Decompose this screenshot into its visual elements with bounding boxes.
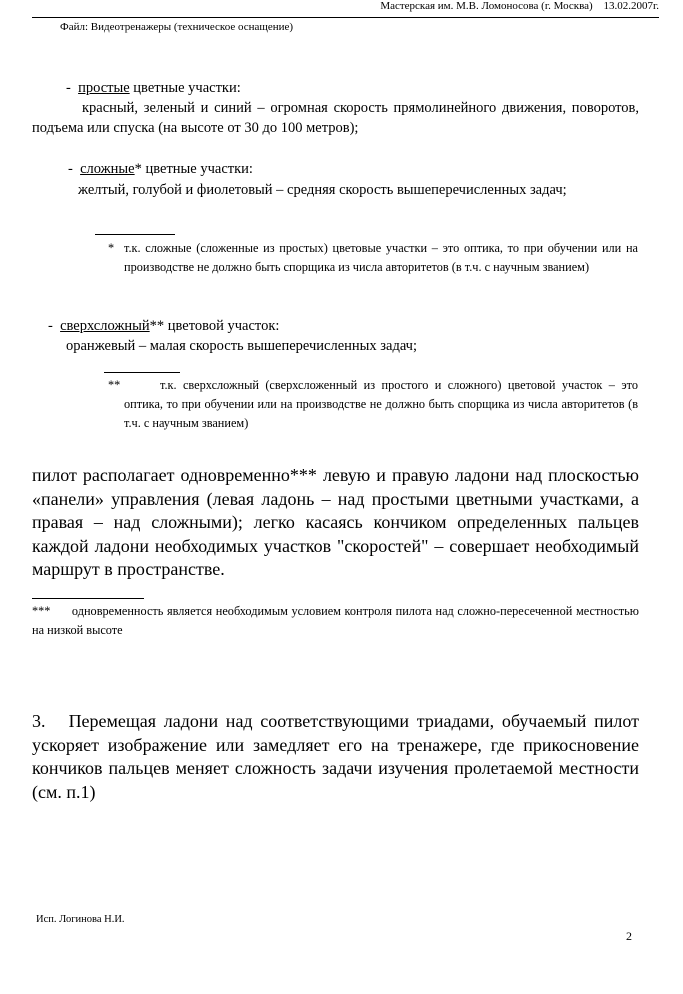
complex-rest: цветные участки: <box>141 161 253 177</box>
footnote-separator <box>104 372 180 373</box>
page-header <box>32 0 659 18</box>
footnote-1-mark: * <box>108 241 115 255</box>
footnote-3-mark: *** <box>32 604 51 618</box>
simple-body: красный, зеленый и синий – огромная скорость прямолинейного движения, поворотов, подъема или спуска (на высоте от 30 до 100 метров); <box>32 100 639 136</box>
complex-term: сложные <box>80 161 135 177</box>
footnote-2-mark: ** <box>108 378 121 392</box>
complex-heading <box>68 159 253 179</box>
footnote-1 <box>108 239 638 277</box>
executor: Исп. Логинова Н.И. <box>36 914 125 925</box>
footnote-1-text: т.к. сложные (сложенные из простых) цветовые участки – это оптика, то при обучении или на производстве не должно быть спорщика из числа авторитетов (в т.ч. с научным званием) <box>124 241 638 274</box>
header-organization: Мастерская им. М.В. Ломоносова (г. Москва) <box>380 0 593 12</box>
footnote-2-text: т.к. сверхсложный (сверхсложенный из простого и сложного) цветовой участок – это оптика, то при обучении или на производстве не должно быть спорщика из числа авторитетов (в т.ч. с научным званием) <box>124 378 638 430</box>
file-line: Файл: Видеотренажеры (техническое оснащение) <box>60 21 294 33</box>
super-complex-heading <box>48 316 279 336</box>
pilot-paragraph: пилот располагает одновременно*** левую и правую ладони над плоскостью «панели» управления (левая ладонь – над простыми цветными участками, а правая – над сложными); легко касаясь кончиком определенных пальцев каждой ладони необходимых участков "скоростей" – совершает необходимый маршрут в пространстве. <box>32 465 639 579</box>
page-number: 2 <box>626 929 632 943</box>
simple-rest: цветные участки: <box>129 80 241 96</box>
super-complex-dash: - <box>48 318 53 334</box>
simple-term: простые <box>78 80 130 96</box>
footnote-separator <box>95 234 175 235</box>
complex-dash: - <box>68 161 73 177</box>
point-3-text: Перемещая ладони над соответствующими триадами, обучаемый пилот ускоряет изображение или замедляет его на тренажере, где прикосновение кончиков пальцев меняет сложность задачи изучения пролетаемой местности (см. п.1) <box>32 711 639 802</box>
footnote-3-text: одновременность является необходимым условием контроля пилота над сложно-пересеченной местностью на низкой высоте <box>32 604 639 637</box>
footnote-2 <box>108 376 638 433</box>
simple-dash: - <box>66 80 71 96</box>
complex-body: желтый, голубой и фиолетовый – средняя скорость вышеперечисленных задач; <box>78 182 567 198</box>
complex-mark: * <box>134 161 142 177</box>
point-3 <box>32 710 639 804</box>
super-complex-body: оранжевый – малая скорость вышеперечисленных задач; <box>66 338 418 354</box>
super-complex-mark: ** <box>149 318 165 334</box>
header-date: 13.02.2007г. <box>603 0 659 12</box>
simple-heading <box>66 78 241 98</box>
super-complex-term: сверхсложный <box>60 318 150 334</box>
point-3-number: 3. <box>32 711 46 731</box>
footnote-3 <box>32 602 639 640</box>
super-complex-rest: цветовой участок: <box>164 318 280 334</box>
footnote-separator <box>32 598 144 599</box>
